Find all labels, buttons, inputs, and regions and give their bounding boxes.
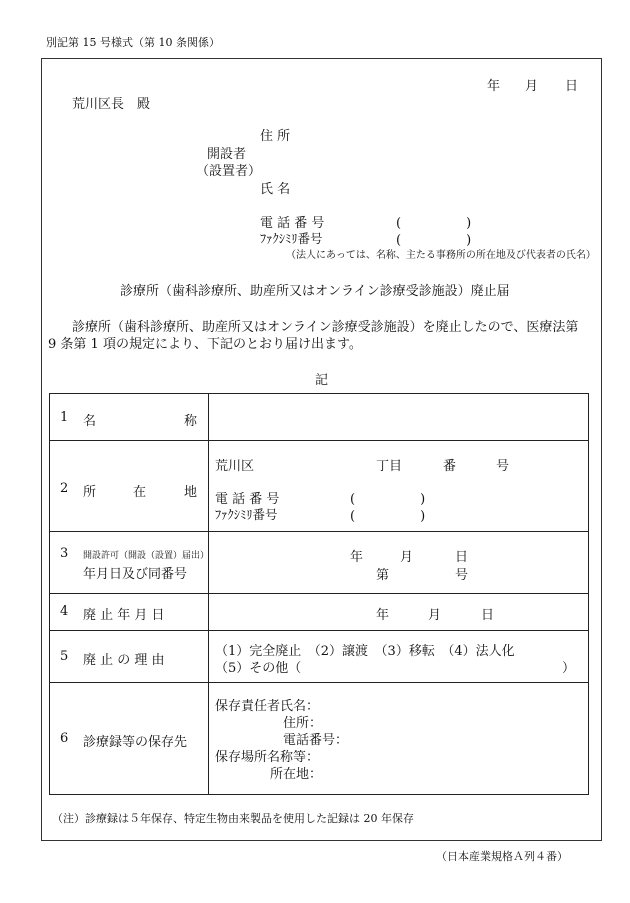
- date-day-label: 日: [565, 79, 579, 94]
- row4-number: 4: [60, 604, 69, 619]
- row3-dai: 第: [376, 568, 390, 583]
- storage-manager-name-label: 保存責任者氏名：: [215, 699, 320, 714]
- row3-day: 日: [455, 550, 469, 565]
- row3-month: 月: [400, 550, 414, 565]
- row6-number: 6: [60, 731, 69, 746]
- row5-label: 廃 止 の 理 由: [83, 653, 165, 668]
- storage-phone-label: 電話番号：: [283, 733, 349, 748]
- row2-phone-label: 電 話 番 号: [215, 492, 280, 507]
- date-month-label: 月: [525, 79, 539, 94]
- row2-label-c: 地: [184, 485, 198, 500]
- retention-note: （注）診療録は５年保存、特定生物由来製品を使用した記録は 20 年保存: [52, 812, 414, 825]
- storage-place-name-label: 保存場所名称等：: [215, 750, 320, 765]
- phone-paren: ( ): [396, 216, 472, 231]
- ban-label: 番: [443, 459, 457, 474]
- form-reference: 別記第 15 号様式（第 10 条関係）: [46, 36, 220, 49]
- corporation-note: （法人にあっては、名称、主たる事務所の所在地及び代表者の氏名）: [286, 250, 596, 261]
- establisher-label: （設置者）: [196, 164, 262, 179]
- document-title: 診療所（歯科診療所、助産所又はオンライン診療受診施設）廃止届: [120, 284, 510, 299]
- table-border-right: [588, 393, 589, 795]
- row2-fax-label: ﾌｧｸｼﾐﾘ番号: [215, 507, 278, 522]
- date-year-label: 年: [487, 79, 501, 94]
- ki-heading: 記: [315, 373, 329, 388]
- addressee: 荒川区長 殿: [72, 97, 151, 112]
- row1-number: 1: [60, 410, 69, 425]
- table-row-divider: [49, 531, 589, 532]
- row3-go: 号: [455, 568, 469, 583]
- row6-label: 診療録等の保存先: [83, 735, 188, 750]
- row4-label: 廃 止 年 月 日: [83, 608, 165, 623]
- fax-label: ﾌｧｸｼﾐﾘ番号: [260, 231, 323, 246]
- row3-year: 年: [350, 550, 364, 565]
- paper-size-note: （日本産業規格Ａ列４番）: [436, 850, 568, 863]
- founder-label: 開設者: [207, 147, 247, 162]
- table-border-bottom: [49, 794, 589, 795]
- body-line-2: 9 条第 1 項の規定により、下記のとおり届け出ます。: [48, 337, 362, 352]
- storage-location-label: 所在地：: [270, 767, 323, 782]
- row1-label-b: 称: [184, 414, 198, 429]
- row3-label-line2: 年月日及び同番号: [83, 567, 188, 582]
- table-border-top: [49, 393, 589, 394]
- row2-label-a: 所: [83, 485, 97, 500]
- abolition-reason-options: （1）完全廃止 （2）譲渡 （3）移転 （4）法人化: [215, 644, 515, 659]
- row2-phone-paren: ( ): [350, 492, 426, 507]
- row5-number: 5: [60, 649, 69, 664]
- body-line-1: 診療所（歯科診療所、助産所又はオンライン診療受診施設）を廃止したので、医療法第: [72, 320, 579, 335]
- abolition-reason-other-close: ）: [562, 661, 576, 676]
- table-row-divider: [49, 440, 589, 441]
- go-label: 号: [496, 459, 510, 474]
- row3-number: 3: [60, 546, 69, 561]
- chome-label: 丁目: [376, 459, 403, 474]
- table-column-divider: [208, 393, 209, 795]
- abolition-reason-other: （5）その他（: [215, 661, 302, 676]
- table-border-left: [49, 393, 50, 795]
- table-row-divider: [49, 682, 589, 683]
- row4-month: 月: [428, 608, 442, 623]
- address-label: 住 所: [260, 129, 291, 144]
- row2-fax-paren: ( ): [350, 509, 426, 524]
- row3-label-line1: 開設許可（開設（設置）届出）: [83, 551, 210, 561]
- storage-address-label: 住所：: [283, 716, 323, 731]
- name-label: 氏 名: [260, 182, 291, 197]
- row1-label-a: 名: [83, 414, 97, 429]
- row2-label-b: 在: [133, 485, 147, 500]
- fax-paren: ( ): [396, 233, 472, 248]
- phone-label: 電 話 番 号: [260, 216, 325, 231]
- table-row-divider: [49, 593, 589, 594]
- row4-day: 日: [481, 608, 495, 623]
- row4-year: 年: [376, 608, 390, 623]
- row2-number: 2: [60, 481, 69, 496]
- table-row-divider: [49, 630, 589, 631]
- ward-name: 荒川区: [215, 459, 255, 474]
